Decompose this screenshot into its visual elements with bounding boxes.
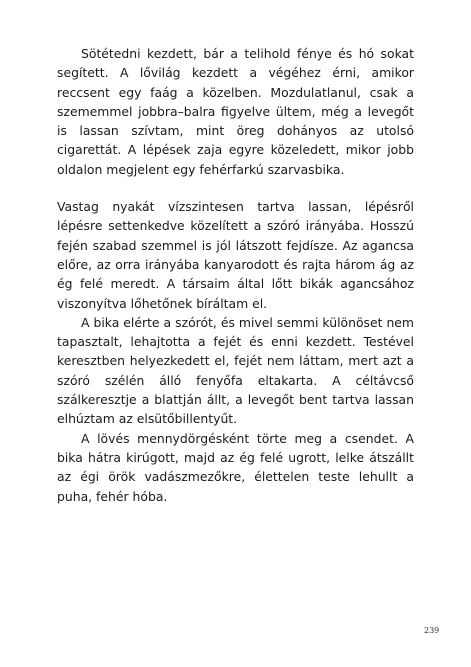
paragraph-gap xyxy=(57,179,414,197)
paragraph-3: A bika elérte a szórót, és mivel semmi különöset nem tapasztalt, lehajtotta a fejét és enni kezdett. Testével keresztben helyezkedett el, fejét nem láttam, mert azt a szóró szélén álló fenyőfa eltakarta. A céltávcső szálkeresztje a blattján állt, a levegőt bent tartva lassan elhúztam az elsütőbillentyűt. xyxy=(57,314,414,427)
body-text xyxy=(57,44,414,506)
paragraph-1: Sötétedni kezdett, bár a telihold fénye és hó sokat segített. A lővilág kezdett a végéhez érni, amikor reccsent egy faág a közelben. Mozdulatlanul, csak a szememmel jobbra–balra figyelve ültem, még a levegőt is lassan szívtam, mint öreg dohányos az utolsó cigarettát. A lépések zaja egyre közeledett, mikor jobb oldalon megjelent egy fehérfarkú szarvasbika. xyxy=(57,46,414,177)
paragraph-2: Vastag nyakát vízszintesen tartva lassan, lépésről lépésre settenkedve közelített a szóró irányába. Hosszú fején szabad szemmel is jól látszott fejdísze. Az agancsa előre, az orra irányába kanyarodott és rajta három ág az ég felé meredt. A társaim által lőtt bikák agancsához viszonyítva lőhetőnek bíráltam el. xyxy=(57,199,414,311)
page-number: 239 xyxy=(424,626,440,635)
paragraph-4: A lövés mennydörgésként törte meg a csendet. A bika hátra kirúgott, majd az ég felé ugrott, lelke átszállt az égi örök vadászmezőkre, élettelen teste lehullt a puha, fehér hóba. xyxy=(57,430,414,504)
